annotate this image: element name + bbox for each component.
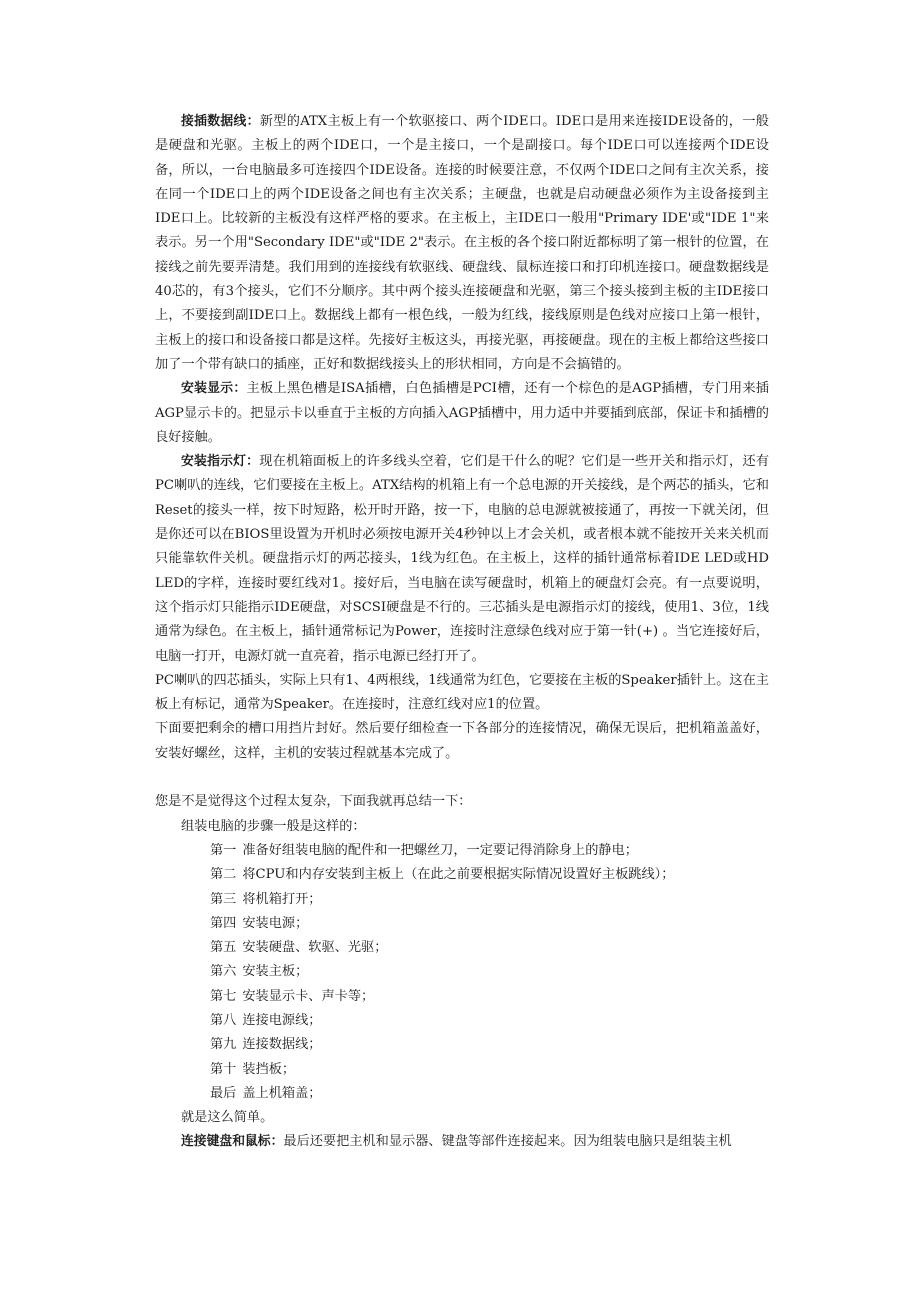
body-display: 主板上黑色槽是ISA插槽，白色插槽是PCI槽，还有一个棕色的是AGP插槽，专门用来插AGP显示卡的。把显示卡以垂直于主板的方向插入AGP插槽中，用力适中并要插到底部，保证卡和插槽的良好接触。	[155, 381, 769, 445]
step-text: 将CPU和内存安装到主板上（在此之前要根据实际情况设置好主板跳线）；	[242, 867, 675, 883]
step-text: 安装主板；	[242, 964, 309, 980]
paragraph-indicator	[155, 450, 769, 669]
paragraph-display	[155, 377, 769, 450]
steps-intro: 组装电脑的步骤一般是这样的：	[181, 818, 366, 834]
heading-data-cable: 接插数据线：	[181, 114, 260, 129]
body-indicator: 现在机箱面板上的许多线头空着，它们是干什么的呢？它们是一些开关和指示灯，还有PC喇叭的连线，它们要接在主板上。ATX结构的机箱上有一个总电源的开关接线，是个两芯的插头，它和Reset的接头一样，按下时短路，松开时开路，按一下，电脑的总电源就被接通了，再按一下就关闭，但是你还可以在BIOS里设置为开机时必须按电源开关4秒钟以上才会关机，或者根本就不能按开关来关机而只能靠软件关机。硬盘指示灯的两芯接头，1线为红色。在主板上，这样的插针通常标着IDE LED或HD LED的字样，连接时要红线对1。接好后，当电脑在读写硬盘时，机箱上的硬盘灯会亮。有一点要说明，这个指示灯只能指示IDE硬盘，对SCSI硬盘是不行的。三芯插头是电源指示灯的接线，使用1、3位，1线通常为绿色。在主板上，插针通常标记为Power，连接时注意绿色线对应于第一针(+) 。当它连接好后，电脑一打开，电源灯就一直亮着，指示电源已经打开了。	[155, 454, 770, 664]
step-item	[155, 1009, 769, 1033]
paragraph-finish: 下面要把剩余的槽口用挡片封好。然后要仔细检查一下各部分的连接情况，确保无误后，把机箱盖盖好，安装好螺丝，这样，主机的安装过程就基本完成了。	[155, 721, 769, 761]
step-text: 安装硬盘、软驱、光驱；	[242, 940, 388, 956]
step-text: 连接电源线；	[242, 1012, 322, 1028]
step-item	[155, 912, 769, 936]
step-ordinal: 第八	[210, 1012, 237, 1028]
paragraph-keyboard	[155, 1130, 769, 1154]
step-item	[155, 888, 769, 912]
step-text: 盖上机箱盖；	[242, 1085, 322, 1101]
summary-closing: 就是这么简单。	[181, 1110, 274, 1126]
step-ordinal: 第六	[210, 964, 237, 980]
step-text: 安装显示卡、声卡等；	[242, 988, 375, 1004]
step-ordinal: 第三	[210, 891, 237, 907]
step-text: 装挡板；	[242, 1061, 296, 1077]
step-item	[155, 985, 769, 1009]
step-ordinal: 第十	[210, 1061, 237, 1077]
step-ordinal: 第九	[210, 1037, 237, 1053]
step-item	[155, 936, 769, 960]
document-page	[155, 110, 769, 1155]
step-item	[155, 1058, 769, 1082]
step-text: 将机箱打开；	[242, 891, 322, 907]
step-item	[155, 1082, 769, 1106]
heading-display: 安装显示：	[181, 381, 247, 397]
summary-intro: 您是不是觉得这个过程太复杂，下面我就再总结一下：	[155, 794, 472, 810]
blank-line	[155, 766, 769, 790]
step-item	[155, 863, 769, 887]
step-text: 安装电源；	[242, 915, 309, 931]
step-ordinal: 第四	[210, 915, 237, 931]
paragraph-data-cable	[155, 110, 769, 377]
body-keyboard: 最后还要把主机和显示器、键盘等部件连接起来。因为组装电脑只是组装主机	[283, 1134, 732, 1150]
heading-keyboard: 连接键盘和鼠标：	[181, 1134, 284, 1150]
step-ordinal: 最后	[210, 1085, 237, 1101]
step-ordinal: 第一	[210, 842, 237, 858]
paragraph-speaker: PC喇叭的四芯插头，实际上只有1、4两根线，1线通常为红色，它要接在主板的Speaker插针上。这在主板上有标记，通常为Speaker。在连接时，注意红线对应1的位置。	[155, 672, 769, 713]
body-data-cable: 新型的ATX主板上有一个软驱接口、两个IDE口。IDE口是用来连接IDE设备的，一般是硬盘和光驱。主板上的两个IDE口，一个是主接口，一个是副接口。每个IDE口可以连接两个IDE设备，所以，一台电脑最多可连接四个IDE设备。连接的时候要注意，不仅两个IDE口之间有主次关系，接在同一个IDE口上的两个IDE设备之间也有主次关系；主硬盘，也就是启动硬盘必须作为主设备接到主IDE口上。比较新的主板没有这样严格的要求。在主板上，主IDE口一般用"Primary IDE'或"IDE 1"来表示。另一个用"Secondary IDE"或"IDE 2"表示。在主板的各个接口附近都标明了第一根针的位置，在接线之前先要弄清楚。我们用到的连接线有软驱线、硬盘线、鼠标连接口和打印机连接口。硬盘数据线是40芯的，有3个接头，它们不分顺序。其中两个接头连接硬盘和光驱，第三个接头接到主板的主IDE接口上，不要接到副IDE口上。数据线上都有一根色线，一般为红线，接线原则是色线对应接口上第一根针，主板上的接口和设备接口都是这样。先接好主板这头，再接光驱，再接硬盘。现在的主板上都给这些接口加了一个带有缺口的插座，正好和数据线接头上的形状相同，方向是不会搞错的。	[155, 114, 769, 372]
step-item	[155, 1033, 769, 1057]
step-text: 连接数据线；	[242, 1037, 322, 1053]
step-ordinal: 第二	[210, 867, 237, 883]
step-ordinal: 第五	[210, 940, 237, 956]
heading-indicator: 安装指示灯：	[181, 454, 260, 470]
step-item	[155, 839, 769, 863]
step-item	[155, 960, 769, 984]
step-text: 准备好组装电脑的配件和一把螺丝刀，一定要记得消除身上的静电；	[242, 842, 638, 858]
steps-list	[155, 839, 769, 1106]
step-ordinal: 第七	[210, 988, 237, 1004]
